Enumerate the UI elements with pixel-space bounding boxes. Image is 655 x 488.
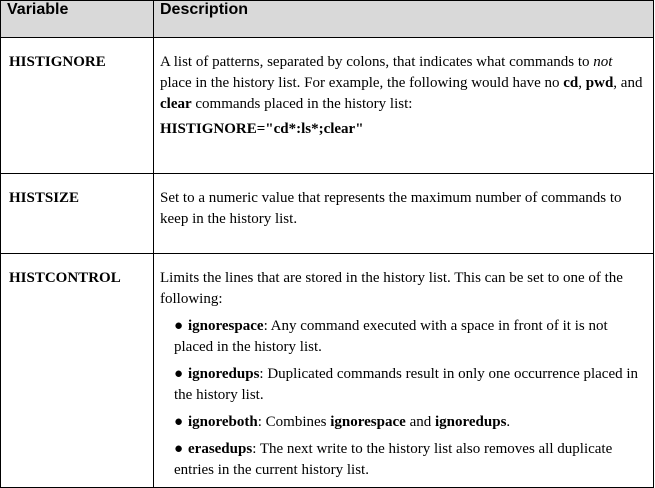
option-term: ignoredups [188,366,260,382]
option-text: : The next write to the history list also removes all duplicate entries in the current history list. [174,441,613,478]
bullet-icon: ● [174,318,184,334]
description-text: Set to a numeric value that represents the maximum number of commands to keep in the history list. [160,190,622,227]
text-run: , [578,75,586,91]
variable-name: HISTCONTROL [1,254,154,488]
option-text: and [405,414,435,430]
list-item [160,316,647,358]
option-term: erasedups [188,441,253,457]
bullet-icon: ● [174,414,184,430]
option-ref: ignoredups [434,414,507,430]
option-term: ignoreboth [188,414,258,430]
option-text: : Duplicated commands result in only one occurrence placed in the history list. [174,366,639,403]
emphasis-not: not [593,54,613,70]
list-item [160,439,647,481]
variable-description [154,174,654,254]
variable-name: HISTSIZE [1,174,154,254]
text-run: place in the history list. For example, the following would have no [160,75,564,91]
variable-name: HISTIGNORE [1,38,154,174]
header-variable: Variable [1,1,154,38]
table-row-histsize [1,174,654,254]
table-row-histcontrol [1,254,654,488]
text-run: A list of patterns, separated by colons, that indicates what commands to [160,54,594,70]
text-run: commands placed in the history list: [191,96,413,112]
header-row [1,1,654,38]
header-description: Description [154,1,654,38]
variable-description [154,254,654,488]
bullet-icon: ● [174,366,184,382]
description-text: Limits the lines that are stored in the history list. This can be set to one of the following: [160,270,623,307]
list-item [160,364,647,406]
option-text: : Combines [257,414,331,430]
command-clear: clear [160,96,192,112]
description-text [160,52,647,115]
bullet-icon: ● [174,441,184,457]
command-cd: cd [563,75,579,91]
option-text: : Any command executed with a space in front of it is not placed in the history list. [174,318,608,355]
list-item [160,412,647,433]
variable-description [154,38,654,174]
option-term: ignorespace [188,318,264,334]
table-row-histignore [1,38,654,174]
command-pwd: pwd [585,75,614,91]
option-ref: ignorespace [330,414,406,430]
option-text: . [506,414,511,430]
example-code: HISTIGNORE="cd*:ls*;clear" [160,121,364,137]
text-run: , and [613,75,643,91]
